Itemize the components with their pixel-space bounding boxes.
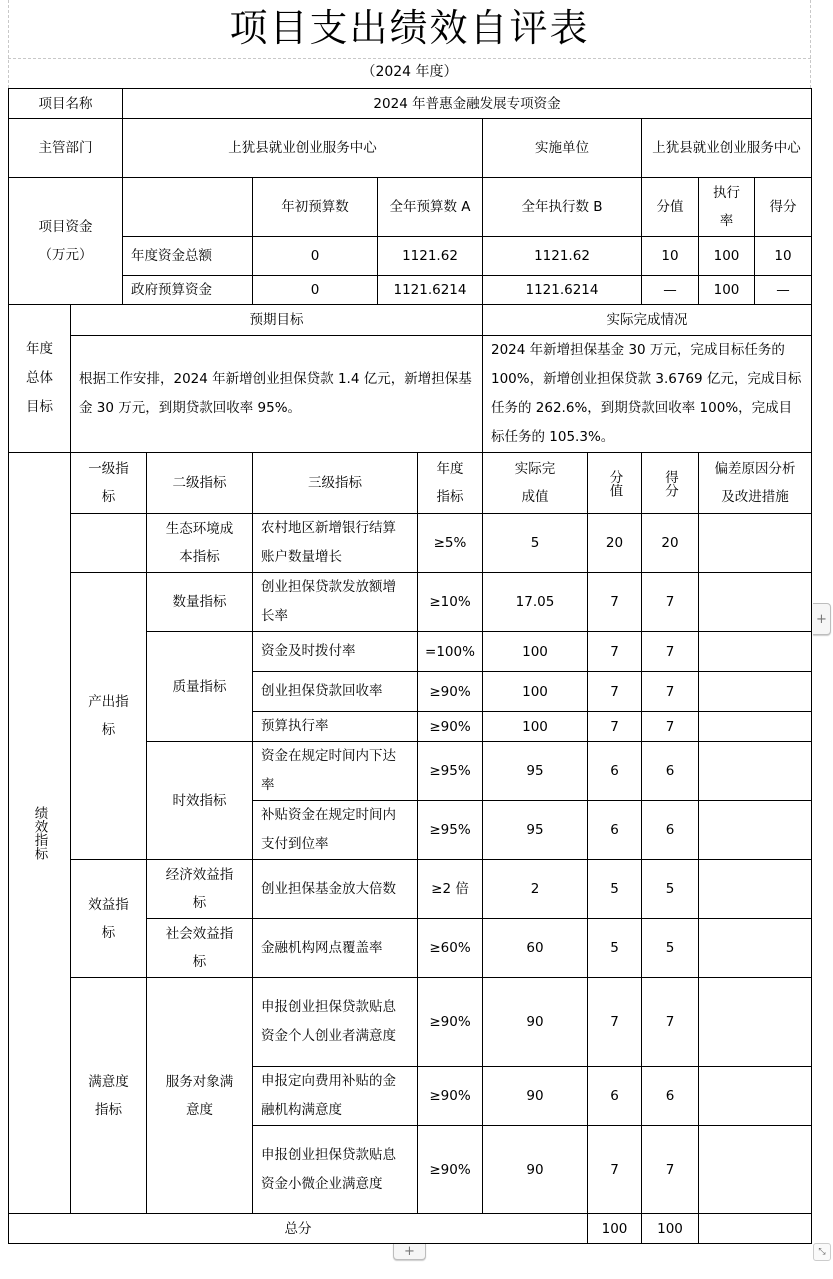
level2-indicator: 服务对象满意度	[146, 977, 253, 1214]
header-level3: 三级指标	[252, 452, 418, 514]
funds-header-blank	[122, 177, 253, 237]
plus-icon: +	[816, 611, 827, 627]
funds-header-score: 得分	[754, 177, 812, 237]
score-value[interactable]: 7	[587, 572, 642, 632]
actual-value[interactable]: 2	[482, 859, 588, 919]
add-column-button[interactable]	[813, 603, 831, 635]
deviation-analysis[interactable]	[698, 671, 812, 712]
score[interactable]: 5	[641, 859, 699, 919]
score-value[interactable]: 7	[587, 977, 642, 1067]
funds-row-score[interactable]: —	[754, 275, 812, 305]
funds-row-exec-b[interactable]: 1121.6214	[482, 275, 642, 305]
deviation-analysis[interactable]	[698, 572, 812, 632]
deviation-analysis[interactable]	[698, 977, 812, 1067]
total-deviation[interactable]	[698, 1213, 812, 1244]
deviation-analysis[interactable]	[698, 513, 812, 573]
deviation-analysis[interactable]	[698, 631, 812, 672]
score-value[interactable]: 5	[587, 918, 642, 978]
funds-row-score-value[interactable]: 10	[641, 236, 699, 276]
level3-indicator: 申报创业担保贷款贴息资金小微企业满意度	[252, 1125, 418, 1214]
score-value[interactable]: 7	[587, 631, 642, 672]
document-year: （2024 年度）	[361, 64, 458, 80]
total-label: 总分	[8, 1213, 588, 1244]
deviation-analysis[interactable]	[698, 741, 812, 801]
annual-target[interactable]: ≥10%	[417, 572, 483, 632]
score-value[interactable]: 20	[587, 513, 642, 573]
funds-row-score-value[interactable]: —	[641, 275, 699, 305]
score[interactable]: 7	[641, 671, 699, 712]
dept-value[interactable]: 上犹县就业创业服务中心	[122, 118, 483, 178]
funds-header-exec-rate: 执行率	[698, 177, 755, 237]
score[interactable]: 7	[641, 631, 699, 672]
annual-target[interactable]: ≥90%	[417, 711, 483, 742]
funds-header-annual-a: 全年预算数 A	[377, 177, 483, 237]
dept-label: 主管部门	[8, 118, 123, 178]
funds-row-exec-b[interactable]: 1121.62	[482, 236, 642, 276]
score-value[interactable]: 7	[587, 671, 642, 712]
deviation-analysis[interactable]	[698, 918, 812, 978]
annual-goal-label-line1: 年度	[26, 341, 53, 357]
level2-indicator: 经济效益指标	[146, 859, 253, 919]
funds-label-line2: （万元）	[38, 247, 93, 263]
project-name-label: 项目名称	[8, 88, 123, 119]
annual-target[interactable]: ≥90%	[417, 671, 483, 712]
level1-indicator: 效益指标	[70, 859, 147, 978]
score[interactable]: 7	[641, 1125, 699, 1214]
score-value[interactable]: 5	[587, 859, 642, 919]
impl-unit-label: 实施单位	[482, 118, 642, 178]
annual-goal-label-line3: 目标	[26, 399, 53, 415]
annual-goal-label-line2: 总体	[26, 370, 53, 386]
level2-indicator: 社会效益指标	[146, 918, 253, 978]
funds-label	[8, 177, 123, 305]
level1-indicator: 产出指标	[70, 572, 147, 860]
score[interactable]: 7	[641, 711, 699, 742]
header-deviation: 偏差原因分析及改进措施	[698, 452, 812, 514]
actual-value[interactable]: 95	[482, 741, 588, 801]
funds-row-name: 年度资金总额	[122, 236, 253, 276]
document-title: 项目支出绩效自评表	[229, 6, 590, 50]
expected-goal-header: 预期目标	[70, 304, 483, 336]
score[interactable]: 5	[641, 918, 699, 978]
funds-label-line1: 项目资金	[38, 219, 93, 235]
actual-value[interactable]: 5	[482, 513, 588, 573]
header-level2: 二级指标	[146, 452, 253, 514]
level2-indicator: 时效指标	[146, 741, 253, 860]
score[interactable]: 7	[641, 977, 699, 1067]
annual-target[interactable]: ≥2 倍	[417, 859, 483, 919]
total-score: 100	[641, 1213, 699, 1244]
plus-icon: +	[404, 1244, 415, 1259]
title-divider	[8, 58, 811, 59]
header-target: 年度指标	[417, 452, 483, 514]
funds-header-exec-b: 全年执行数 B	[482, 177, 642, 237]
add-row-button[interactable]	[393, 1244, 426, 1260]
score-value[interactable]: 7	[587, 711, 642, 742]
level2-indicator: 数量指标	[146, 572, 253, 632]
level1-indicator	[70, 513, 147, 573]
total-score-value: 100	[587, 1213, 642, 1244]
level2-indicator: 质量指标	[146, 631, 253, 742]
level3-indicator: 资金及时拨付率	[252, 631, 418, 672]
score[interactable]: 6	[641, 1066, 699, 1126]
score-value[interactable]: 6	[587, 1066, 642, 1126]
actual-completion-header: 实际完成情况	[482, 304, 812, 336]
annual-goal-label	[8, 304, 71, 453]
actual-completion-text[interactable]: 2024 年新增担保基金 30 万元，完成目标任务的 100%，新增创业担保贷款 3.6769 亿元，完成目标任务的 262.6%，到期贷款回收率 100%，完成目标任务的 105.3%。	[482, 335, 812, 453]
level2-indicator: 生态环境成本指标	[146, 513, 253, 573]
level3-indicator: 预算执行率	[252, 711, 418, 742]
header-score: 得分	[641, 452, 699, 514]
annual-target[interactable]: ≥95%	[417, 741, 483, 801]
actual-value[interactable]: 100	[482, 671, 588, 712]
actual-value[interactable]: 100	[482, 711, 588, 742]
funds-row-exec-rate[interactable]: 100	[698, 236, 755, 276]
funds-row-annual-a[interactable]: 1121.62	[377, 236, 483, 276]
impl-unit-value[interactable]: 上犹县就业创业服务中心	[641, 118, 812, 178]
score[interactable]: 20	[641, 513, 699, 573]
level3-indicator: 补贴资金在规定时间内支付到位率	[252, 800, 418, 860]
annual-target[interactable]: ≥90%	[417, 1066, 483, 1126]
deviation-analysis[interactable]	[698, 800, 812, 860]
actual-value[interactable]: 90	[482, 1125, 588, 1214]
funds-row-name: 政府预算资金	[122, 275, 253, 305]
annual-target[interactable]: =100%	[417, 631, 483, 672]
level3-indicator: 创业担保贷款回收率	[252, 671, 418, 712]
score-value[interactable]: 7	[587, 1125, 642, 1214]
level3-indicator: 创业担保贷款发放额增长率	[252, 572, 418, 632]
annual-target[interactable]: ≥90%	[417, 1125, 483, 1214]
score[interactable]: 7	[641, 572, 699, 632]
score[interactable]: 6	[641, 741, 699, 801]
actual-value[interactable]: 90	[482, 977, 588, 1067]
deviation-analysis[interactable]	[698, 1066, 812, 1126]
header-actual: 实际完成值	[482, 452, 588, 514]
score-value[interactable]: 6	[587, 741, 642, 801]
level3-indicator: 申报创业担保贷款贴息资金个人创业者满意度	[252, 977, 418, 1067]
header-score-value: 分值	[587, 452, 642, 514]
level1-indicator: 满意度指标	[70, 977, 147, 1214]
level3-indicator: 创业担保基金放大倍数	[252, 859, 418, 919]
funds-row-exec-rate[interactable]: 100	[698, 275, 755, 305]
score-value[interactable]: 6	[587, 800, 642, 860]
indicators-section-label: 绩效指标	[8, 452, 71, 1214]
funds-row-initial[interactable]: 0	[252, 275, 378, 305]
resize-table-button[interactable]	[813, 1243, 831, 1261]
annual-target[interactable]: ≥95%	[417, 800, 483, 860]
actual-value[interactable]: 90	[482, 1066, 588, 1126]
resize-icon: ⤡	[818, 1247, 826, 1257]
level3-indicator: 农村地区新增银行结算账户数量增长	[252, 513, 418, 573]
level3-indicator: 金融机构网点覆盖率	[252, 918, 418, 978]
funds-header-initial: 年初预算数	[252, 177, 378, 237]
funds-header-score-value: 分值	[641, 177, 699, 237]
expected-goal-text[interactable]: 根据工作安排，2024 年新增创业担保贷款 1.4 亿元，新增担保基金 30 万元，到期贷款回收率 95%。	[70, 335, 483, 453]
deviation-analysis[interactable]	[698, 1125, 812, 1214]
actual-value[interactable]: 95	[482, 800, 588, 860]
score[interactable]: 6	[641, 800, 699, 860]
actual-value[interactable]: 17.05	[482, 572, 588, 632]
deviation-analysis[interactable]	[698, 859, 812, 919]
actual-value[interactable]: 60	[482, 918, 588, 978]
annual-target[interactable]: ≥5%	[417, 513, 483, 573]
actual-value[interactable]: 100	[482, 631, 588, 672]
funds-row-score[interactable]: 10	[754, 236, 812, 276]
deviation-analysis[interactable]	[698, 711, 812, 742]
annual-target[interactable]: ≥90%	[417, 977, 483, 1067]
funds-row-annual-a[interactable]: 1121.6214	[377, 275, 483, 305]
level3-indicator: 申报定向费用补贴的金融机构满意度	[252, 1066, 418, 1126]
annual-target[interactable]: ≥60%	[417, 918, 483, 978]
funds-row-initial[interactable]: 0	[252, 236, 378, 276]
level3-indicator: 资金在规定时间内下达率	[252, 741, 418, 801]
project-name-value[interactable]: 2024 年普惠金融发展专项资金	[122, 88, 812, 119]
header-level1: 一级指标	[70, 452, 147, 514]
